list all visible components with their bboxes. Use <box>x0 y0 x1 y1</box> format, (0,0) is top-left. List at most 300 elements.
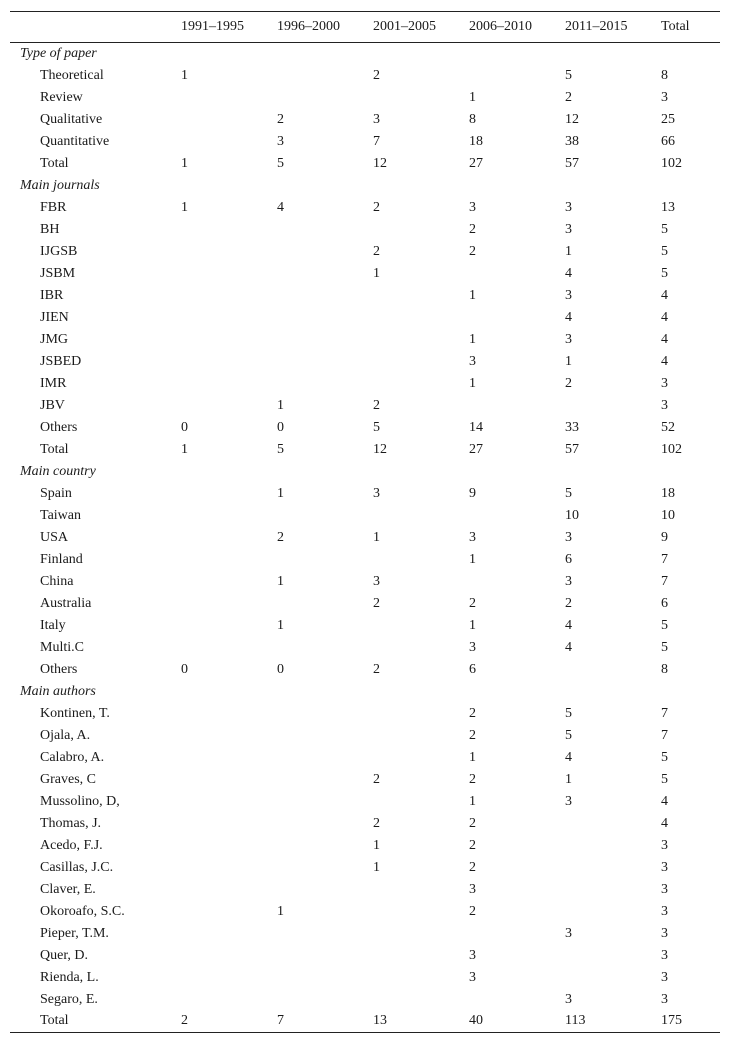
table-row <box>10 967 720 989</box>
table-cell: 4 <box>565 265 572 281</box>
table-cell: 5 <box>277 441 284 457</box>
row-label: Claver, E. <box>40 881 96 897</box>
table-row <box>10 1011 720 1033</box>
table-cell: 102 <box>661 155 682 171</box>
table-cell <box>565 879 661 901</box>
table-cell <box>373 637 469 659</box>
table-cell <box>373 703 469 725</box>
table-cell: 1 <box>469 617 476 633</box>
table-cell: 38 <box>565 133 579 149</box>
section-title: Type of paper <box>20 45 97 61</box>
table-cell <box>181 395 277 417</box>
table-cell <box>181 329 277 351</box>
table-cell: 3 <box>373 573 380 589</box>
table-cell <box>277 989 373 1011</box>
header-cell: 1991–1995 <box>181 12 277 43</box>
table-cell <box>373 219 469 241</box>
table-cell: 7 <box>661 727 668 743</box>
table-cell <box>277 791 373 813</box>
row-label: Spain <box>40 485 72 501</box>
row-label: Kontinen, T. <box>40 705 110 721</box>
table-cell <box>373 329 469 351</box>
table-cell: 3 <box>661 947 668 963</box>
row-label: JMG <box>40 331 69 347</box>
table-cell: 2 <box>469 595 476 611</box>
table-cell: 1 <box>181 67 188 83</box>
table-cell: 1 <box>565 243 572 259</box>
table-cell: 4 <box>661 287 668 303</box>
row-label: JSBM <box>40 265 76 281</box>
table-row <box>10 571 720 593</box>
row-label: JSBED <box>40 353 82 369</box>
table-row <box>10 263 720 285</box>
table-cell: 18 <box>661 485 675 501</box>
table-cell: 1 <box>277 903 284 919</box>
table-cell: 7 <box>277 1011 373 1033</box>
table-cell: 3 <box>469 969 476 985</box>
table-cell <box>565 659 661 681</box>
table-cell: 66 <box>661 133 675 149</box>
table-cell: 3 <box>277 133 284 149</box>
table-cell <box>565 945 661 967</box>
table-cell: 8 <box>469 111 476 127</box>
table-row <box>10 87 720 109</box>
header-cell: 2006–2010 <box>469 12 565 43</box>
table-cell: 113 <box>565 1011 661 1033</box>
table-cell: 13 <box>661 199 675 215</box>
table-cell <box>373 373 469 395</box>
table-cell <box>277 857 373 879</box>
table-cell <box>181 131 277 153</box>
row-label: China <box>40 573 74 589</box>
header-row <box>10 12 720 43</box>
row-label: Multi.C <box>40 639 84 655</box>
table-cell: 4 <box>565 639 572 655</box>
row-label: Others <box>40 419 78 435</box>
table-row <box>10 219 720 241</box>
header-cell: 1996–2000 <box>277 12 373 43</box>
row-label: Acedo, F.J. <box>40 837 103 853</box>
table-cell: 1 <box>469 331 476 347</box>
table-cell: 1 <box>565 771 572 787</box>
row-label: Finland <box>40 551 83 567</box>
row-label: Others <box>40 661 78 677</box>
row-label: Total <box>40 155 69 171</box>
table-cell: 2 <box>373 67 380 83</box>
table-cell <box>181 967 277 989</box>
table-cell <box>373 351 469 373</box>
table-cell: 13 <box>373 1011 469 1033</box>
table-cell: 7 <box>661 551 668 567</box>
row-label: Quer, D. <box>40 947 89 963</box>
table-cell: 18 <box>469 133 483 149</box>
table-row <box>10 813 720 835</box>
table-cell: 2 <box>181 1011 277 1033</box>
table-cell: 33 <box>565 419 579 435</box>
table-cell: 7 <box>661 573 668 589</box>
header-cell <box>10 12 181 43</box>
table-row <box>10 835 720 857</box>
table-cell <box>373 615 469 637</box>
table-cell: 1 <box>373 837 380 853</box>
table-cell: 3 <box>565 529 572 545</box>
table-row <box>10 373 720 395</box>
table-cell <box>277 263 373 285</box>
table-cell: 6 <box>469 661 476 677</box>
table-cell: 2 <box>565 595 572 611</box>
table-row <box>10 109 720 131</box>
table-cell <box>373 901 469 923</box>
row-label: Theoretical <box>40 67 104 83</box>
table-cell: 2 <box>469 705 476 721</box>
table-cell <box>277 769 373 791</box>
header-cell: 2011–2015 <box>565 12 661 43</box>
table-cell <box>181 725 277 747</box>
table-cell <box>373 967 469 989</box>
table-cell: 102 <box>661 441 682 457</box>
data-table <box>10 11 720 1033</box>
table-cell <box>277 329 373 351</box>
table-row <box>10 615 720 637</box>
table-cell: 2 <box>373 199 380 215</box>
table-cell: 1 <box>181 155 188 171</box>
table-cell <box>277 219 373 241</box>
table-row <box>10 439 720 461</box>
table-cell: 4 <box>661 815 668 831</box>
row-label: Review <box>40 89 83 105</box>
table-cell: 52 <box>661 419 675 435</box>
table-cell: 1 <box>373 265 380 281</box>
table-cell <box>277 549 373 571</box>
table-cell <box>277 65 373 87</box>
row-label: Total <box>10 1011 181 1033</box>
table-cell: 3 <box>373 111 380 127</box>
table-cell <box>469 505 565 527</box>
table-row <box>10 747 720 769</box>
table-cell: 6 <box>661 595 668 611</box>
header-cell: Total <box>661 12 720 43</box>
section-header-row <box>10 681 720 703</box>
table-cell <box>277 835 373 857</box>
table-cell <box>277 923 373 945</box>
table-cell <box>469 923 565 945</box>
table-cell <box>181 593 277 615</box>
table-cell <box>373 87 469 109</box>
table-cell: 3 <box>373 485 380 501</box>
table-cell: 0 <box>277 419 284 435</box>
section-title: Main authors <box>20 683 96 699</box>
table-cell: 2 <box>469 859 476 875</box>
table-cell: 27 <box>469 441 483 457</box>
table-cell <box>277 725 373 747</box>
table-cell: 12 <box>565 111 579 127</box>
table-cell: 3 <box>661 991 668 1007</box>
table-cell <box>565 835 661 857</box>
table-cell: 5 <box>565 485 572 501</box>
table-row <box>10 131 720 153</box>
table-cell <box>373 285 469 307</box>
table-row <box>10 593 720 615</box>
table-cell: 1 <box>277 397 284 413</box>
table-cell <box>277 307 373 329</box>
table-cell: 7 <box>373 133 380 149</box>
table-cell: 2 <box>277 529 284 545</box>
table-body <box>10 43 720 1033</box>
section-header-row <box>10 175 720 197</box>
table-cell: 1 <box>277 485 284 501</box>
table-cell: 1 <box>277 617 284 633</box>
table-cell: 3 <box>661 397 668 413</box>
row-label: JIEN <box>40 309 69 325</box>
table-cell <box>181 109 277 131</box>
table-cell <box>181 901 277 923</box>
table-row <box>10 659 720 681</box>
table-cell: 9 <box>469 485 476 501</box>
table-cell: 57 <box>565 441 579 457</box>
table-row <box>10 329 720 351</box>
table-row <box>10 417 720 439</box>
table-cell: 2 <box>469 243 476 259</box>
table-cell: 4 <box>661 309 668 325</box>
table-cell: 3 <box>661 375 668 391</box>
table-cell: 1 <box>469 89 476 105</box>
table-cell: 25 <box>661 111 675 127</box>
table-cell: 3 <box>661 969 668 985</box>
table-row <box>10 769 720 791</box>
table-cell: 10 <box>565 507 579 523</box>
table-row <box>10 153 720 175</box>
table-cell: 1 <box>469 551 476 567</box>
row-label: Taiwan <box>40 507 82 523</box>
table-cell <box>181 263 277 285</box>
table-cell: 9 <box>661 529 668 545</box>
table-cell <box>277 879 373 901</box>
table-cell <box>277 373 373 395</box>
table-cell: 8 <box>661 67 668 83</box>
table-cell: 4 <box>565 749 572 765</box>
table-row <box>10 945 720 967</box>
table-cell <box>277 593 373 615</box>
row-label: Okoroafo, S.C. <box>40 903 125 919</box>
row-label: Australia <box>40 595 92 611</box>
table-cell <box>181 989 277 1011</box>
table-cell: 1 <box>565 353 572 369</box>
table-cell <box>373 725 469 747</box>
table-cell: 2 <box>373 661 380 677</box>
table-cell: 3 <box>565 991 572 1007</box>
table-cell <box>277 637 373 659</box>
row-label: Qualitative <box>40 111 103 127</box>
table-row <box>10 285 720 307</box>
table-cell <box>277 351 373 373</box>
row-label: Segaro, E. <box>40 991 98 1007</box>
row-label: Pieper, T.M. <box>40 925 109 941</box>
table-cell <box>277 747 373 769</box>
row-label: Thomas, J. <box>40 815 102 831</box>
table-row <box>10 527 720 549</box>
table-cell <box>181 923 277 945</box>
table-cell: 3 <box>565 793 572 809</box>
header-cell: 2001–2005 <box>373 12 469 43</box>
section-title: Main journals <box>20 177 100 193</box>
table-cell <box>181 835 277 857</box>
table-cell: 12 <box>373 441 387 457</box>
row-label: Graves, C <box>40 771 96 787</box>
table-cell <box>277 285 373 307</box>
table-row <box>10 923 720 945</box>
row-label: USA <box>40 529 69 545</box>
table-cell: 1 <box>469 287 476 303</box>
table-cell <box>181 791 277 813</box>
table-cell: 5 <box>661 221 668 237</box>
row-label: IBR <box>40 287 64 303</box>
table-cell <box>277 945 373 967</box>
table-cell <box>181 285 277 307</box>
table-cell <box>373 307 469 329</box>
table-row <box>10 549 720 571</box>
table-cell <box>181 879 277 901</box>
table-row <box>10 197 720 219</box>
table-cell: 3 <box>565 331 572 347</box>
table-cell <box>181 307 277 329</box>
table-cell: 3 <box>565 221 572 237</box>
table-cell <box>181 549 277 571</box>
table-cell: 2 <box>277 111 284 127</box>
table-cell: 5 <box>661 771 668 787</box>
section-header-row <box>10 43 720 65</box>
table-cell: 175 <box>661 1011 720 1033</box>
table-cell <box>373 989 469 1011</box>
table-cell <box>181 571 277 593</box>
table-cell <box>469 263 565 285</box>
table-cell: 3 <box>565 199 572 215</box>
table-row <box>10 505 720 527</box>
table-row <box>10 65 720 87</box>
table-cell <box>373 505 469 527</box>
table-cell <box>181 373 277 395</box>
table-cell <box>277 505 373 527</box>
table-cell: 40 <box>469 1011 565 1033</box>
table-cell <box>373 549 469 571</box>
table-cell: 0 <box>277 661 284 677</box>
table-row <box>10 703 720 725</box>
table-cell: 4 <box>661 353 668 369</box>
table-cell: 3 <box>661 837 668 853</box>
table-cell <box>181 747 277 769</box>
table-cell <box>181 769 277 791</box>
table-cell <box>277 813 373 835</box>
table-cell: 1 <box>469 793 476 809</box>
row-label: Ojala, A. <box>40 727 91 743</box>
table-cell: 3 <box>661 859 668 875</box>
table-cell <box>469 989 565 1011</box>
table-cell: 0 <box>181 419 188 435</box>
table-cell: 2 <box>469 221 476 237</box>
table-cell <box>565 813 661 835</box>
row-label: FBR <box>40 199 67 215</box>
row-label: IJGSB <box>40 243 78 259</box>
table-cell <box>469 571 565 593</box>
table-cell: 2 <box>373 595 380 611</box>
table-cell: 1 <box>469 749 476 765</box>
table-cell: 3 <box>661 903 668 919</box>
row-label: Rienda, L. <box>40 969 99 985</box>
table-cell: 3 <box>469 199 476 215</box>
table-row <box>10 395 720 417</box>
table-row <box>10 989 720 1011</box>
table-row <box>10 637 720 659</box>
table-cell <box>373 923 469 945</box>
row-label: Quantitative <box>40 133 110 149</box>
table-row <box>10 791 720 813</box>
table-cell: 2 <box>373 243 380 259</box>
table-cell <box>181 637 277 659</box>
table-cell <box>373 791 469 813</box>
table-cell: 4 <box>661 793 668 809</box>
table-cell <box>373 879 469 901</box>
table-cell: 8 <box>661 661 668 677</box>
table-cell: 3 <box>469 639 476 655</box>
table-cell: 4 <box>565 617 572 633</box>
table-cell: 3 <box>661 89 668 105</box>
table-cell <box>181 857 277 879</box>
table-cell: 4 <box>277 199 284 215</box>
table-cell: 5 <box>661 265 668 281</box>
table-cell: 2 <box>565 375 572 391</box>
table-cell: 3 <box>661 925 668 941</box>
table-cell: 4 <box>565 309 572 325</box>
table-cell: 1 <box>181 199 188 215</box>
table-cell: 3 <box>565 573 572 589</box>
table-container <box>10 11 720 1033</box>
table-row <box>10 351 720 373</box>
section-title: Main country <box>20 463 96 479</box>
table-cell: 5 <box>661 243 668 259</box>
section-header-row <box>10 461 720 483</box>
table-cell: 2 <box>469 903 476 919</box>
table-row <box>10 725 720 747</box>
table-cell: 5 <box>565 705 572 721</box>
table-cell: 14 <box>469 419 483 435</box>
table-cell <box>181 219 277 241</box>
table-cell: 12 <box>373 155 387 171</box>
table-cell: 5 <box>661 617 668 633</box>
table-row <box>10 307 720 329</box>
table-cell <box>469 65 565 87</box>
table-cell: 2 <box>469 837 476 853</box>
table-cell <box>181 813 277 835</box>
table-cell: 2 <box>469 771 476 787</box>
table-cell <box>373 747 469 769</box>
table-cell <box>181 703 277 725</box>
table-cell: 2 <box>373 815 380 831</box>
table-cell <box>181 945 277 967</box>
table-cell <box>181 351 277 373</box>
table-cell: 5 <box>277 155 284 171</box>
row-label: Italy <box>40 617 66 633</box>
row-label: JBV <box>40 397 65 413</box>
table-cell: 2 <box>565 89 572 105</box>
table-row <box>10 879 720 901</box>
table-cell: 3 <box>565 925 572 941</box>
table-cell: 5 <box>661 639 668 655</box>
table-cell: 2 <box>373 771 380 787</box>
table-cell <box>565 857 661 879</box>
table-cell: 1 <box>373 859 380 875</box>
table-cell: 1 <box>469 375 476 391</box>
table-cell <box>565 395 661 417</box>
table-cell: 2 <box>469 727 476 743</box>
